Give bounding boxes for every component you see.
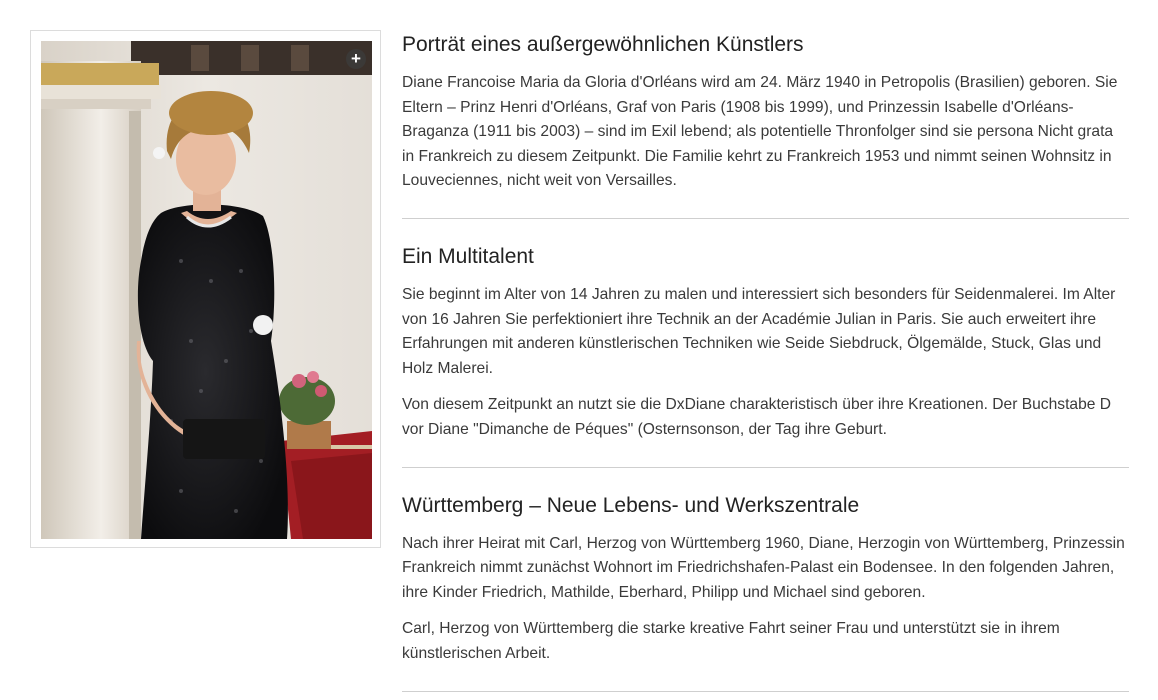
section-title: Ein Multitalent [402,244,534,268]
article-content [402,26,1129,700]
section-portrait [402,31,1129,219]
section-wuerttemberg [402,492,1129,692]
section-multitalent [402,243,1129,468]
portrait-frame [30,30,381,548]
portrait-photo[interactable] [41,41,372,539]
section-paragraph: Von diesem Zeitpunkt an nutzt sie die DxDiane charakteristisch über ihre Kreationen. Der Buchstabe D vor Diane "Dimanche de Péques" (Osternsonson, der Tag ihre Geburt. [402,396,1112,438]
section-title: Württemberg – Neue Lebens- und Werkszentrale [402,493,860,517]
section-paragraph: Nach ihrer Heirat mit Carl, Herzog von Württemberg 1960, Diane, Herzogin von Württemberg, Prinzessin Frankreich nimmt zunächst Wohnort im Friedrichshafen-Palast ein Bodensee. In den folgenden Jahren, ihre Kinder Friedrich, Mathilde, Eberhard, Philipp und Michael sind geboren. [402,534,1125,601]
section-paragraph: Carl, Herzog von Württemberg die starke kreative Fahrt seiner Frau und unterstützt sie in ihrem künstlerischen Arbeit. [402,620,1060,662]
section-paragraph: Sie beginnt im Alter von 14 Jahren zu malen und interessiert sich besonders für Seidenmalerei. Im Alter von 16 Jahren Sie perfektioniert ihre Technik an der Académie Julian in Paris. Sie auch erweitert ihre Erfahrungen mit anderen künstlerischen Techniken wie Seide Siebdruck, Ölgemälde, Stuck, Glas und Holz Malerei. [402,285,1116,377]
section-paragraph: Diane Francoise Maria da Gloria d'Orléans wird am 24. März 1940 in Petropolis (Brasilien) geboren. Sie Eltern – Prinz Henri d'Orléans, Graf von Paris (1908 bis 1999), und Prinzessin Isabelle d'Orléans-Braganza (1911 bis 2003) – sind im Exil lebend; als potentielle Thronfolger sind sie persona Nicht grata in Frankreich zu diesem Zeitpunkt. Die Familie kehrt zu Frankreich 1953 und nimmt seinen Wohnsitz in Louveciennes, nicht weit von Versailles. [402,74,1118,190]
zoom-plus-icon[interactable]: + [346,49,366,69]
section-title: Porträt eines außergewöhnlichen Künstlers [402,33,804,56]
portrait-illustration [41,41,372,539]
